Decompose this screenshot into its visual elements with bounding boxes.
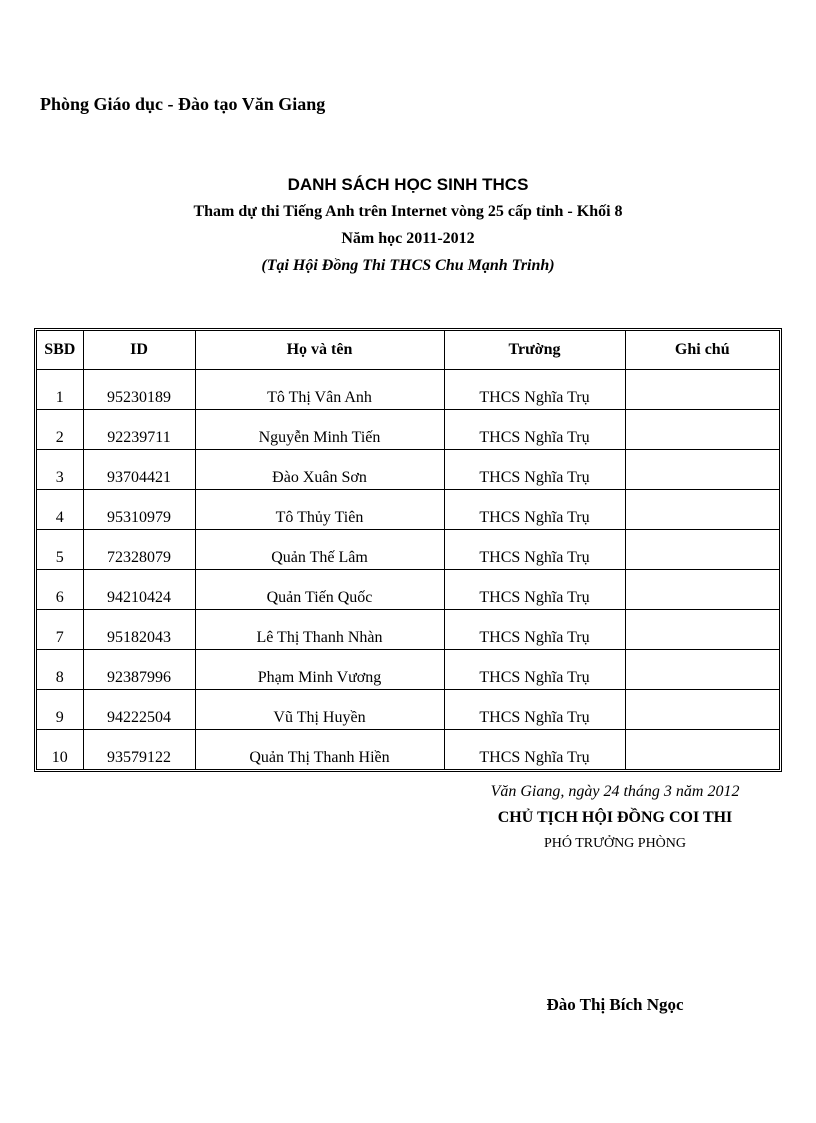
cell-school: THCS Nghĩa Trụ [444, 730, 625, 770]
org-name: Phòng Giáo dục - Đào tạo Văn Giang [40, 94, 326, 114]
cell-sbd: 2 [37, 410, 83, 450]
cell-name: Tô Thủy Tiên [195, 490, 444, 530]
cell-name: Tô Thị Vân Anh [195, 370, 444, 410]
table-header-row [37, 331, 779, 370]
cell-id: 93579122 [83, 730, 195, 770]
cell-sbd: 10 [37, 730, 83, 770]
cell-school: THCS Nghĩa Trụ [444, 610, 625, 650]
cell-name: Vũ Thị Huyền [195, 690, 444, 730]
cell-name: Lê Thị Thanh Nhàn [195, 610, 444, 650]
cell-id: 95310979 [83, 490, 195, 530]
cell-sbd: 5 [37, 530, 83, 570]
table-row [37, 730, 779, 770]
table-row [37, 370, 779, 410]
column-header-name: Họ và tên [195, 331, 444, 370]
cell-id: 72328079 [83, 530, 195, 570]
cell-notes [625, 610, 779, 650]
cell-notes [625, 690, 779, 730]
cell-school: THCS Nghĩa Trụ [444, 690, 625, 730]
cell-sbd: 4 [37, 490, 83, 530]
signer-name: Đào Thị Bích Ngọc [546, 995, 684, 1014]
cell-school: THCS Nghĩa Trụ [444, 410, 625, 450]
cell-school: THCS Nghĩa Trụ [444, 370, 625, 410]
cell-name: Phạm Minh Vương [195, 650, 444, 690]
cell-sbd: 3 [37, 450, 83, 490]
table-body [37, 370, 779, 770]
column-header-sbd: SBD [37, 331, 83, 370]
cell-school: THCS Nghĩa Trụ [444, 490, 625, 530]
cell-notes [625, 490, 779, 530]
cell-name: Nguyễn Minh Tiến [195, 410, 444, 450]
table-row [37, 490, 779, 530]
cell-sbd: 1 [37, 370, 83, 410]
cell-notes [625, 410, 779, 450]
table-row [37, 650, 779, 690]
cell-school: THCS Nghĩa Trụ [444, 570, 625, 610]
school-year: Năm học 2011-2012 [341, 230, 475, 247]
cell-name: Đào Xuân Sơn [195, 450, 444, 490]
column-header-school: Trường [444, 331, 625, 370]
cell-id: 93704421 [83, 450, 195, 490]
cell-name: Quản Tiến Quốc [195, 570, 444, 610]
table-row [37, 610, 779, 650]
student-table [34, 328, 782, 772]
table-row [37, 570, 779, 610]
cell-notes [625, 730, 779, 770]
cell-name: Quản Thế Lâm [195, 530, 444, 570]
table-row [37, 690, 779, 730]
cell-sbd: 9 [37, 690, 83, 730]
table-row [37, 530, 779, 570]
cell-id: 92239711 [83, 410, 195, 450]
exam-venue: (Tại Hội Đồng Thi THCS Chu Mạnh Trinh) [261, 257, 555, 274]
cell-notes [625, 530, 779, 570]
table-row [37, 450, 779, 490]
document-title: DANH SÁCH HỌC SINH THCS [287, 175, 529, 194]
column-header-notes: Ghi chú [625, 331, 779, 370]
chair-title: CHỦ TỊCH HỘI ĐỒNG COI THI [497, 809, 733, 826]
cell-id: 94210424 [83, 570, 195, 610]
cell-sbd: 8 [37, 650, 83, 690]
column-header-id: ID [83, 331, 195, 370]
place-date: Văn Giang, ngày 24 tháng 3 năm 2012 [490, 783, 740, 800]
cell-id: 94222504 [83, 690, 195, 730]
cell-id: 95182043 [83, 610, 195, 650]
cell-name: Quản Thị Thanh Hiền [195, 730, 444, 770]
vice-title: PHÓ TRƯỞNG PHÒNG [543, 836, 687, 851]
cell-id: 95230189 [83, 370, 195, 410]
table-row [37, 410, 779, 450]
cell-notes [625, 450, 779, 490]
cell-id: 92387996 [83, 650, 195, 690]
cell-school: THCS Nghĩa Trụ [444, 450, 625, 490]
cell-sbd: 7 [37, 610, 83, 650]
cell-school: THCS Nghĩa Trụ [444, 650, 625, 690]
cell-school: THCS Nghĩa Trụ [444, 530, 625, 570]
cell-notes [625, 650, 779, 690]
document-subtitle: Tham dự thi Tiếng Anh trên Internet vòng 25 cấp tỉnh - Khối 8 [193, 203, 623, 220]
cell-sbd: 6 [37, 570, 83, 610]
cell-notes [625, 570, 779, 610]
cell-notes [625, 370, 779, 410]
